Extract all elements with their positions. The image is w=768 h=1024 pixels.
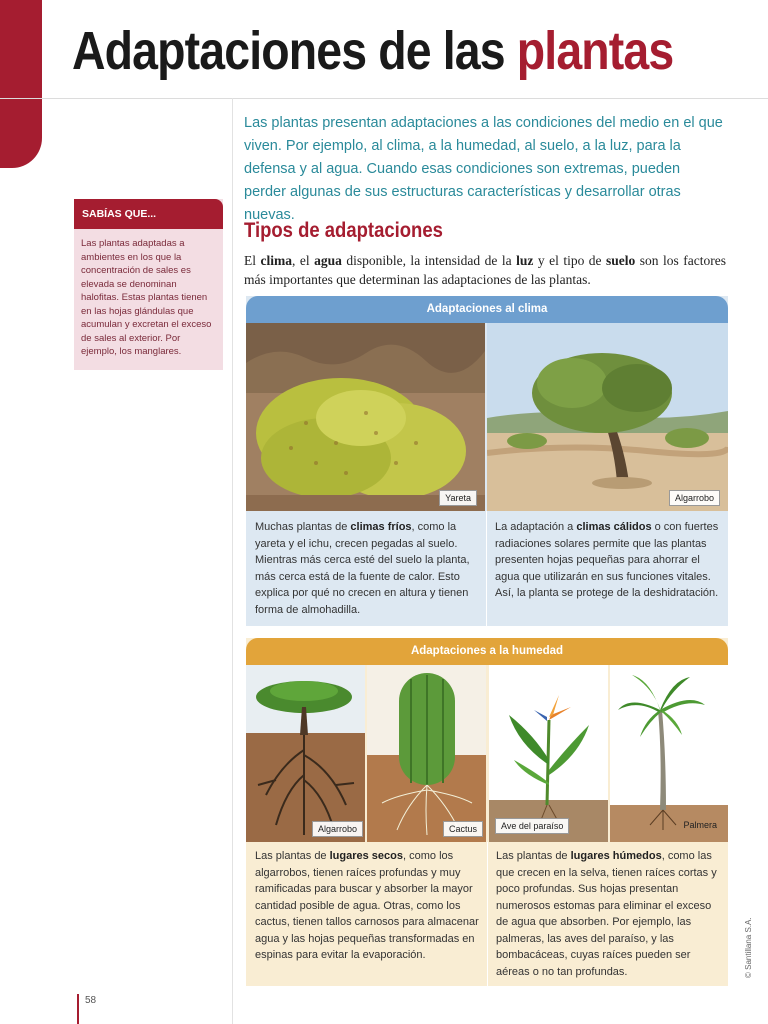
algarrobo-photo: [487, 323, 728, 511]
clima-frio-caption: [255, 519, 479, 618]
chapter-tab: [0, 0, 42, 168]
section-text-part: son los factores más importantes que determinan las adaptaciones de las plantas.: [244, 253, 726, 287]
cactus-label: Cactus: [443, 821, 483, 837]
caption-text: o con fuertes radiaciones solares permite que las plantas presenten hojas pequeñas para ahorrar el agua que utilizarán en sus funciones vitales. Así, la planta se protege de la deshidratación.: [495, 521, 719, 599]
caption-text: La adaptación a: [495, 521, 577, 533]
section-text-part: , el: [291, 253, 315, 268]
algarrobo-label: Algarrobo: [669, 490, 720, 506]
lugares-humedos-caption: [496, 848, 722, 980]
keyword-lugares-humedos: lugares húmedos: [570, 850, 662, 862]
yareta-label: Yareta: [439, 490, 477, 506]
caption-divider: [486, 511, 487, 626]
caption-text: , como las que crecen en la selva, tienen raíces cortas y poco profundas. Sus hojas presentan numerosos estomas para eliminar el exceso de agua que absorben. Por ejemplo, las palmeras, las aves del paraíso, y las bombacáceas, cuyas raíces pueden ser aéreas o no tan profundas.: [496, 850, 717, 978]
humedad-box: [246, 638, 728, 986]
cactus-illustration: [367, 665, 486, 842]
caption-text: , como los algarrobos, tienen raíces profundas y muy ramificadas para buscar y absorber la mayor cantidad posible de agua. Otras, como los cactus, tienen tallos carnosos para almacenar agua y las hojas pequeñas transformadas en espinas para evitar la evaporación.: [255, 850, 479, 961]
humedad-heading: Adaptaciones a la humedad: [246, 638, 728, 665]
palmera-label: Palmera: [683, 820, 717, 830]
caption-text: Las plantas de: [496, 850, 571, 862]
sabias-que-box: [74, 199, 223, 370]
clima-box: [246, 296, 728, 626]
sabias-que-heading: SABÍAS QUE...: [74, 199, 223, 229]
algarrobo-roots-label: Algarrobo: [312, 821, 363, 837]
yareta-photo: [246, 323, 485, 511]
section-text-part: y el tipo de: [533, 253, 607, 268]
page-number-bar: [77, 994, 79, 1024]
section-title: Tipos de adaptaciones: [244, 219, 443, 242]
keyword-agua: agua: [314, 253, 342, 268]
lugares-secos-caption: [255, 848, 481, 964]
ave-paraiso-label: Ave del paraíso: [495, 818, 569, 834]
keyword-climas-calidos: climas cálidos: [576, 521, 652, 533]
palmera-illustration: [610, 665, 728, 842]
caption-text: Muchas plantas de: [255, 521, 351, 533]
sabias-que-text: Las plantas adaptadas a ambientes en los que la concentración de sales es elevada se denominan halofitas. Estas plantas tienen en las hojas glándulas que acumulan y excretan el exceso de sales al exterior. Por ejemplo, los manglares.: [81, 238, 212, 357]
page-number: 58: [85, 995, 97, 1006]
caption-divider: [487, 842, 488, 986]
caption-text: , como la yareta y el ichu, crecen pegadas al suelo. Mientras más cerca esté del suelo la planta, más cerca está de la fuente de calor. Esto explica por qué no crecen en altura y tienen forma de almohadilla.: [255, 521, 470, 616]
copyright-notice: © Santillana S.A.: [744, 917, 753, 978]
title-main: Adaptaciones de las: [72, 21, 517, 81]
title-accent: plantas: [516, 21, 674, 81]
section-text-part: disponible, la intensidad de la: [341, 253, 517, 268]
ave-paraiso-illustration: [489, 665, 608, 842]
intro-paragraph: Las plantas presentan adaptaciones a las condiciones del medio en el que viven. Por ejemplo, al clima, a la humedad, al suelo, a la luz, para la defensa y al agua. Cuando esas condiciones son extremas, pueden perder algunas de sus estructuras características y desarrollar otras nuevas.: [244, 115, 723, 223]
page-title: [72, 20, 673, 82]
keyword-climas-frios: climas fríos: [350, 521, 412, 533]
title-divider: [0, 98, 768, 99]
column-divider: [232, 98, 233, 1024]
keyword-luz: luz: [516, 253, 534, 268]
clima-heading: Adaptaciones al clima: [246, 296, 728, 323]
clima-calido-caption: [495, 519, 721, 602]
keyword-clima: clima: [260, 253, 292, 268]
keyword-suelo: suelo: [606, 253, 636, 268]
section-paragraph: [244, 251, 726, 289]
algarrobo-roots-illustration: [246, 665, 365, 842]
keyword-lugares-secos: lugares secos: [329, 850, 403, 862]
section-text-part: El: [244, 253, 261, 268]
caption-text: Las plantas de: [255, 850, 330, 862]
